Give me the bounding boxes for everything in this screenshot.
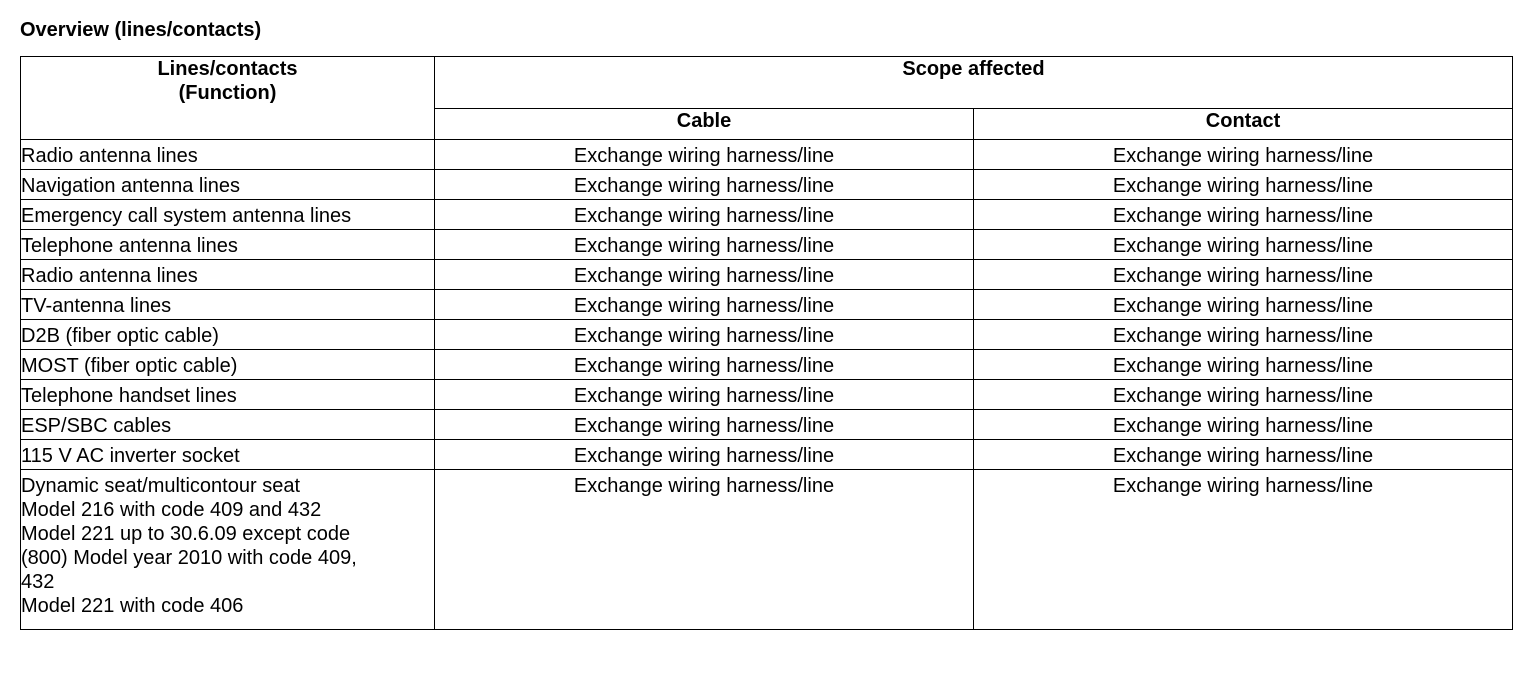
- row-function-label: ESP/SBC cables: [21, 410, 435, 440]
- header-row-top: [21, 57, 1513, 109]
- row-contact-scope: Exchange wiring harness/line: [974, 230, 1513, 260]
- table-row: [21, 380, 1513, 410]
- row-cable-scope: Exchange wiring harness/line: [435, 380, 974, 410]
- header-cable: Cable: [435, 109, 974, 140]
- row-cable-scope: Exchange wiring harness/line: [435, 140, 974, 170]
- row-contact-scope: Exchange wiring harness/line: [974, 410, 1513, 440]
- row-cable-scope: Exchange wiring harness/line: [435, 410, 974, 440]
- row-cable-scope: Exchange wiring harness/line: [435, 440, 974, 470]
- row-contact-scope: Exchange wiring harness/line: [974, 320, 1513, 350]
- row-function-label: Radio antenna lines: [21, 140, 435, 170]
- row-function-label: Navigation antenna lines: [21, 170, 435, 200]
- label-line: Model 216 with code 409 and 432: [21, 499, 322, 521]
- row-cable-scope: Exchange wiring harness/line: [435, 320, 974, 350]
- row-function-label: D2B (fiber optic cable): [21, 320, 435, 350]
- label-line: 432: [21, 571, 55, 593]
- row-contact-scope: Exchange wiring harness/line: [974, 350, 1513, 380]
- row-cable-scope: Exchange wiring harness/line: [435, 170, 974, 200]
- overview-table: [20, 56, 1513, 630]
- label-line: Dynamic seat/multicontour seat: [21, 475, 301, 497]
- row-contact-scope: Exchange wiring harness/line: [974, 200, 1513, 230]
- table-row: [21, 140, 1513, 170]
- table-row-dynamic-seat: [21, 470, 1513, 630]
- row-function-label: 115 V AC inverter socket: [21, 440, 435, 470]
- table-row: [21, 230, 1513, 260]
- table-row: [21, 410, 1513, 440]
- row-cable-scope: Exchange wiring harness/line: [435, 290, 974, 320]
- table-row: [21, 200, 1513, 230]
- row-cable-scope: Exchange wiring harness/line: [435, 230, 974, 260]
- table-row: [21, 290, 1513, 320]
- row-contact-scope: Exchange wiring harness/line: [974, 380, 1513, 410]
- row-cable-scope: Exchange wiring harness/line: [435, 260, 974, 290]
- row-contact-scope: Exchange wiring harness/line: [974, 440, 1513, 470]
- row-contact-scope: Exchange wiring harness/line: [974, 170, 1513, 200]
- row-contact-scope: Exchange wiring harness/line: [974, 140, 1513, 170]
- row-function-label: MOST (fiber optic cable): [21, 350, 435, 380]
- row-function-label: TV-antenna lines: [21, 290, 435, 320]
- header-lines-contacts: [21, 57, 435, 140]
- row-contact-scope: Exchange wiring harness/line: [974, 470, 1513, 630]
- row-cable-scope: Exchange wiring harness/line: [435, 470, 974, 630]
- label-line: (800) Model year 2010 with code 409,: [21, 547, 357, 569]
- table-row: [21, 440, 1513, 470]
- row-cable-scope: Exchange wiring harness/line: [435, 200, 974, 230]
- row-contact-scope: Exchange wiring harness/line: [974, 290, 1513, 320]
- row-function-label: Emergency call system antenna lines: [21, 200, 435, 230]
- row-cable-scope: Exchange wiring harness/line: [435, 350, 974, 380]
- table-body: [21, 140, 1513, 630]
- header-scope-affected: Scope affected: [435, 57, 1513, 109]
- table-header: [21, 57, 1513, 140]
- header-contact: Contact: [974, 109, 1513, 140]
- header-lines-contacts-title: Lines/contacts: [157, 58, 298, 80]
- row-function-label: Radio antenna lines: [21, 260, 435, 290]
- table-row: [21, 320, 1513, 350]
- label-line: Model 221 with code 406: [21, 595, 244, 617]
- table-row: [21, 170, 1513, 200]
- row-function-label: Telephone handset lines: [21, 380, 435, 410]
- table-row: [21, 260, 1513, 290]
- table-row: [21, 350, 1513, 380]
- page-title: Overview (lines/contacts): [20, 19, 262, 41]
- row-function-label-multiline: [21, 470, 435, 630]
- header-lines-contacts-subtitle: (Function): [178, 82, 277, 104]
- label-line: Model 221 up to 30.6.09 except code: [21, 523, 351, 545]
- row-function-label: Telephone antenna lines: [21, 230, 435, 260]
- row-contact-scope: Exchange wiring harness/line: [974, 260, 1513, 290]
